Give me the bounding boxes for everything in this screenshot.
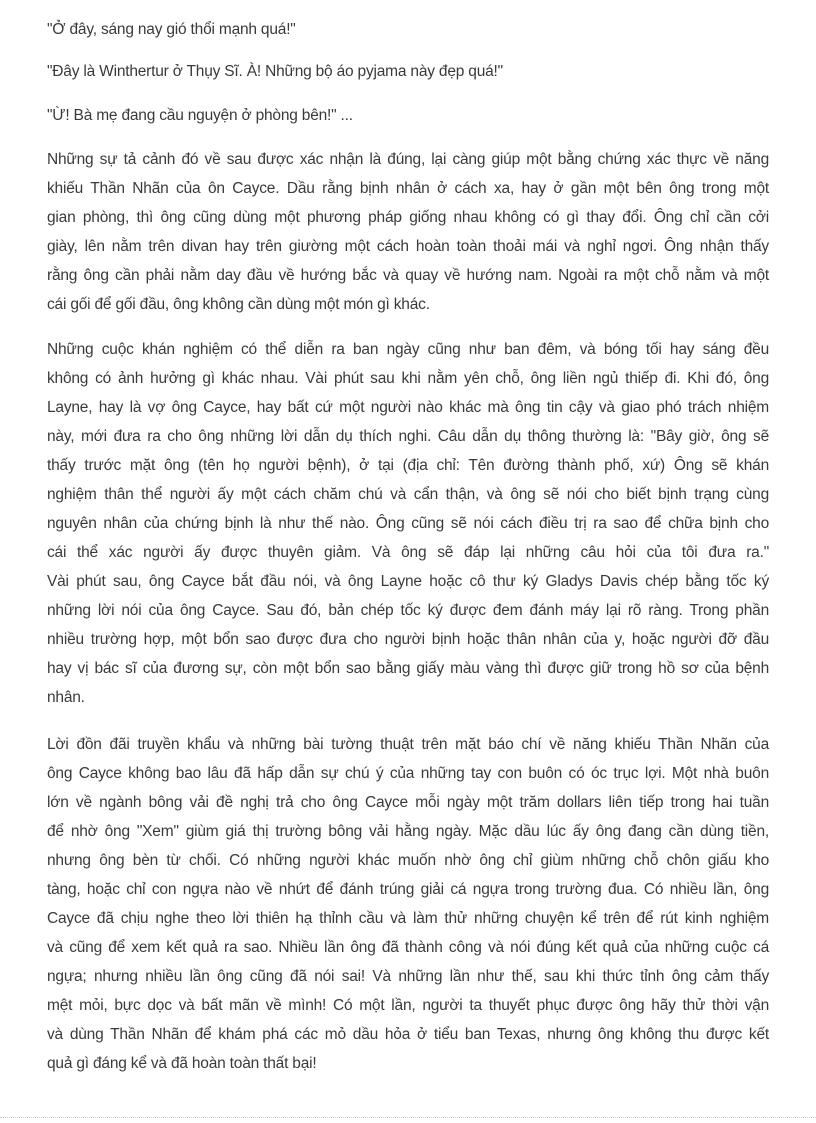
paragraph xyxy=(47,145,769,319)
text-line: không có ảnh hưởng gì khác nhau. Vài phút sau khi nằm yên chỗ, ông liền ngủ thiếp đi. Khi đó, ông xyxy=(47,370,769,387)
text-line: nhưng ông bèn từ chối. Có những người khác muốn nhờ ông chỉ giùm những chỗ chôn giấu kho xyxy=(47,852,769,869)
paragraph xyxy=(47,730,769,1078)
text-line: gian phòng, thì ông cũng dùng một phương pháp giống nhau không có gì thay đổi. Ông chỉ cần cởi xyxy=(47,209,769,226)
dialogue-line: "Ở đây, sáng nay gió thổi mạnh quá!" xyxy=(47,21,296,38)
text-line: và cũng để xem kết quả ra sao. Nhiều lần ông đã thành công và nói đúng kết quả của những cuộc cá xyxy=(47,939,769,956)
text-line: này, mới đưa ra cho ông những lời dẫn dụ thích nghi. Câu dẫn dụ thông thường là: "Bây giờ, ông sẽ xyxy=(47,428,769,445)
text-line: nhân. xyxy=(47,689,85,706)
text-line: lớn về ngành bông vải đề nghị trả cho ông Cayce mỗi ngày một trăm dollars liên tiếp trong hai tuần xyxy=(47,794,769,811)
text-line: Lời đồn đãi truyền khẩu và những bài tường thuật trên mặt báo chí về năng khiếu Thần Nhãn của xyxy=(47,736,769,753)
dialogue-line: "Ừ! Bà mẹ đang cầu nguyện ở phòng bên!" ... xyxy=(47,107,353,124)
text-line: ngựa; nhưng nhiều lần ông cũng đã nói sai! Và những lần như thế, sau khi thức tỉnh ông cảm thấy xyxy=(47,968,769,985)
text-line: hay vị bác sĩ của đương sự, còn một bổn sao bằng giấy màu vàng thì được giữ trong hồ sơ của bệnh xyxy=(47,660,769,677)
text-line: nguyên nhân của chứng bịnh là như thế nào. Ông cũng sẽ nói cách điều trị ra sao để chữa bịnh cho xyxy=(47,515,769,532)
text-line: thấy trước mặt ông (tên họ người bệnh), ở tại (địa chỉ: Tên đường thành phố, xứ) Ông sẽ khán xyxy=(47,457,769,474)
text-line: khiếu Thần Nhãn của ôn Cayce. Dầu rằng bịnh nhân ở cách xa, hay ở gần một bên ông trong một xyxy=(47,180,769,197)
paragraph xyxy=(47,335,769,712)
text-line: Những sự tả cảnh đó về sau được xác nhận là đúng, lại càng giúp một bằng chứng xác thực về năng xyxy=(47,151,769,168)
text-line: cái gối để gối đầu, ông không cần dùng một món gì khác. xyxy=(47,296,430,313)
text-line: Những cuộc khán nghiệm có thể diễn ra ban ngày cũng như ban đêm, và bóng tối hay sáng đều xyxy=(47,341,769,358)
text-line: giày, lên nằm trên divan hay trên giường một cách hoàn toàn thoải mái và nghỉ ngơi. Ông nhận thấy xyxy=(47,238,769,255)
text-line: và dùng Thần Nhãn để khám phá các mỏ dầu hỏa ở tiểu ban Texas, nhưng ông không thu được kết xyxy=(47,1026,769,1043)
text-line: nghiệm thân thể người ấy một cách chăm chú và cẩn thận, và ông sẽ nói cho biết bịnh trạng cùng xyxy=(47,486,769,503)
text-line: những lời nói của ông Cayce. Sau đó, bản chép tốc ký được đem đánh máy lại rõ ràng. Trong phần xyxy=(47,602,769,619)
page-divider xyxy=(0,1117,816,1118)
text-line: để nhờ ông "Xem" giùm giá thị trường bông vải hằng ngày. Mặc dầu lúc ấy ông đang cần dùng tiền, xyxy=(47,823,769,840)
text-line: Vài phút sau, ông Cayce bắt đầu nói, và ông Layne hoặc cô thư ký Gladys Davis chép bằng tốc ký xyxy=(47,573,769,590)
text-line: quả gì đáng kể và đã hoàn toàn thất bại! xyxy=(47,1055,317,1072)
text-line: tàng, hoặc chỉ con ngựa nào về nhứt để đánh trúng giải cá ngựa trong trường đua. Có nhiều lần, ông xyxy=(47,881,769,898)
text-line: rằng ông cần phải nằm day đầu về hướng bắc và quay về hướng nam. Ngoài ra một chỗ nằm và một xyxy=(47,267,769,284)
text-line: Layne, hay là vợ ông Cayce, hay bất cứ một người nào khác mà ông tin cậy và giao phó trách nhiệm xyxy=(47,399,769,416)
text-line: Cayce đã chịu nghe theo lời thiên hạ thỉnh cầu và làm thử những chuyện kể trên để rút kinh nghiệm xyxy=(47,910,769,927)
text-line: nhiều trường hợp, một bổn sao được đưa cho người bịnh hoặc thân nhân của y, hoặc người đỡ đầu xyxy=(47,631,769,648)
text-line: ông Cayce không bao lâu đã hấp dẫn sự chú ý của những tay con buôn có óc trục lợi. Một nhà buôn xyxy=(47,765,769,782)
text-line: mệt mỏi, bực dọc và bất mãn về mình! Có một lần, người ta thuyết phục được ông hãy thử thời vận xyxy=(47,997,769,1014)
dialogue-line: "Đây là Winthertur ở Thụy Sĩ. À! Những bộ áo pyjama này đẹp quá!" xyxy=(47,63,503,80)
text-line: cái thể xác người ấy được thuyên giảm. Và ông sẽ đáp lại những câu hỏi của tôi đưa ra." xyxy=(47,544,769,561)
